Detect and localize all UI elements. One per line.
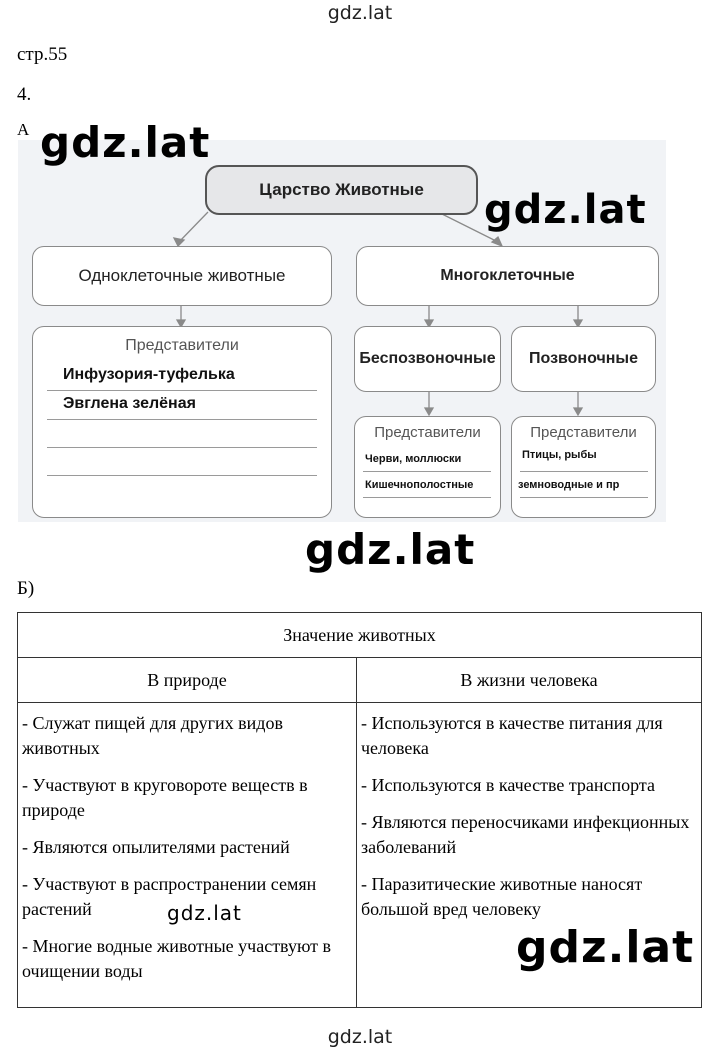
writing-line: [520, 471, 648, 472]
representative-item: Инфузория-туфелька: [63, 366, 235, 383]
representative-item: Птицы, рыбы: [522, 449, 597, 461]
representative-item: Кишечнополостные: [365, 479, 474, 491]
node-invertebrate-representatives: [354, 416, 501, 518]
task-number: 4.: [17, 84, 32, 105]
list-item: - Паразитические животные наносят большой вред человеку: [361, 874, 643, 919]
list-item: - Участвуют в круговороте веществ в природе: [22, 775, 308, 820]
watermark: gdz.lat: [516, 922, 695, 973]
writing-line: [363, 497, 491, 498]
column-header-human: В жизни человека: [357, 658, 702, 703]
writing-line: [47, 447, 317, 448]
arrowhead: [492, 237, 502, 246]
arrowhead: [425, 408, 433, 415]
arrowhead: [574, 408, 582, 415]
site-header: gdz.lat: [327, 2, 393, 24]
part-a-label: А: [17, 120, 30, 139]
writing-line: [363, 471, 491, 472]
watermark: gdz.lat: [40, 118, 211, 167]
list-item: - Участвуют в распространении семян растений: [22, 874, 317, 919]
writing-line: [520, 497, 648, 498]
arrowhead: [174, 238, 184, 246]
list-item: - Являются переносчиками инфекционных заболеваний: [361, 812, 690, 857]
node-multicellular: Многоклеточные: [356, 246, 659, 306]
representative-item: земноводные и пр: [518, 479, 620, 491]
node-vertebrates: Позвоночные: [511, 326, 656, 392]
connector-root-unicellular: [178, 212, 208, 243]
writing-line: [47, 390, 317, 391]
representatives-label: Представители: [125, 337, 239, 354]
representatives-label: Представители: [374, 424, 481, 441]
part-b-label: Б): [17, 578, 35, 599]
writing-line: [47, 419, 317, 420]
page-reference: стр.55: [17, 44, 68, 65]
representative-item: Эвглена зелёная: [63, 395, 196, 412]
table-title: Значение животных: [18, 613, 702, 658]
node-unicellular-representatives: [32, 326, 332, 518]
column-header-nature: В природе: [18, 658, 357, 703]
node-invertebrates: Беспозвоночные: [354, 326, 501, 392]
list-item: - Многие водные животные участвуют в очищении воды: [22, 936, 332, 981]
watermark: gdz.lat: [305, 525, 476, 574]
site-footer: gdz.lat: [327, 1026, 393, 1048]
node-unicellular: Одноклеточные животные: [32, 246, 332, 306]
watermark: gdz.lat: [484, 187, 647, 233]
writing-line: [47, 475, 317, 476]
nature-cell: [18, 703, 357, 1008]
list-item: - Являются опылителями растений: [22, 837, 290, 857]
representative-item: Черви, моллюски: [365, 453, 462, 465]
node-vertebrate-representatives: [511, 416, 656, 518]
watermark: gdz.lat: [167, 901, 242, 925]
representatives-label: Представители: [530, 424, 637, 441]
list-item: - Используются в качестве транспорта: [361, 775, 656, 795]
list-item: - Служат пищей для других видов животных: [22, 713, 283, 758]
list-item: - Используются в качестве питания для человека: [361, 713, 663, 758]
node-animal-kingdom: Царство Животные: [205, 165, 478, 215]
